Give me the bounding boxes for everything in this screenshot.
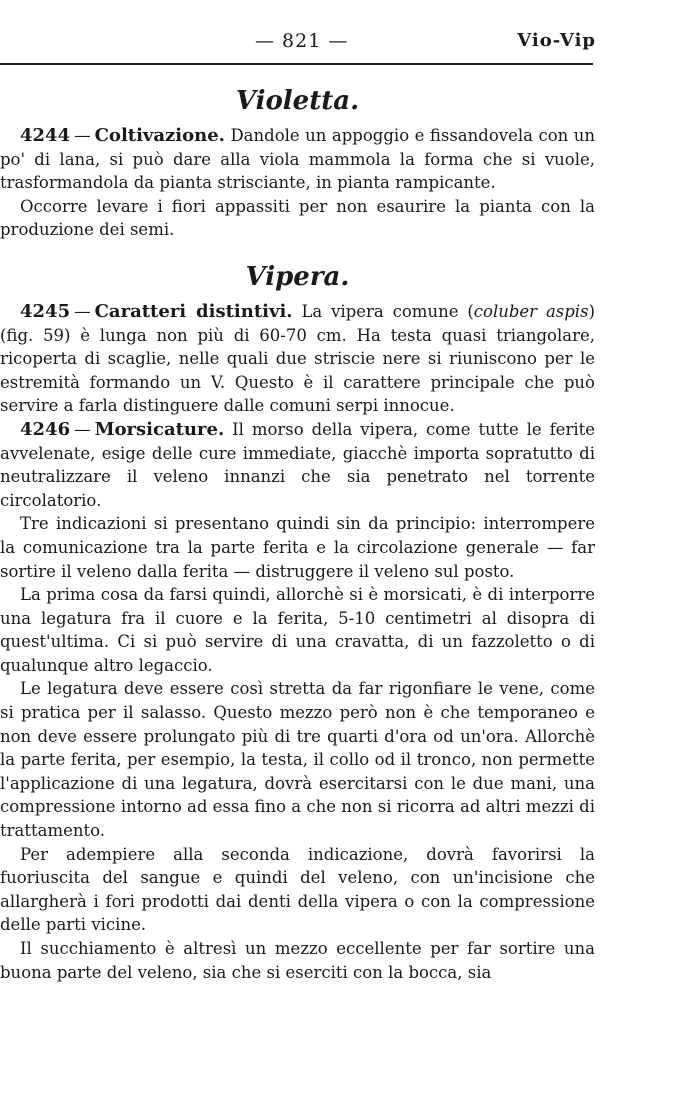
page-header: [0, 30, 700, 58]
entry-title: Coltivazione.: [94, 125, 225, 146]
section-title-violetta: Violetta.: [235, 86, 360, 116]
header-rule: [0, 63, 593, 65]
paragraph-text: ) (fig. 59) è lunga non più di 60-70 cm. Ha testa quasi triangolare, ricoperta di scaglie, nelle quali due striscie nere si riuniscono per le estremità formando un V. Questo è il carattere principale che può servire a farla distinguere dalle comuni serpi innocue.: [0, 301, 595, 416]
entry-4245: [0, 300, 595, 418]
section-title-vipera: Vipera.: [245, 261, 350, 292]
entry-4246: [0, 418, 595, 512]
paragraph: Il succhiamento è altresì un mezzo eccellente per far sortire una buona parte del veleno, sia che si eserciti con la bocca, sia: [0, 939, 595, 982]
entry-number: 4244: [20, 125, 71, 146]
paragraph-text: Il morso della vipera, come tutte le ferite avvelenate, esige delle cure immediate, giacchè importa sopratutto di neutralizzare il veleno innanzi che sia penetrato nel torrente circolatorio.: [0, 419, 595, 510]
page-number: — 821 —: [255, 30, 349, 52]
paragraph-text: Dandole un appoggio e fissandovela con un po' di lana, si può dare alla viola mammola la forma che si vuole, trasformandola da pianta strisciante, in pianta rampicante.: [0, 126, 596, 193]
entry-4244: [0, 124, 595, 195]
running-head: Vio-Vip: [517, 30, 596, 51]
paragraph: Tre indicazioni si presentano quindi sin da principio: interrompere la comunicazione tra la parte ferita e la circolazione generale — far sortire il veleno dalla ferita — distruggere il veleno sul posto.: [0, 514, 595, 581]
entry-number: 4245: [20, 300, 71, 322]
entry-number: 4246: [20, 418, 71, 440]
entry-dash: —: [74, 419, 91, 439]
paragraph: Occorre levare i fiori appassiti per non esaurire la pianta con la produzione dei semi.: [0, 196, 595, 240]
entry-title: Morsicature.: [94, 418, 225, 440]
paragraph: La prima cosa da farsi quindi, allorchè si è morsicati, è di interporre una legatura fra il cuore e la ferita, 5-10 centimetri al disopra di quest'ultima. Ci si può servire di una cravatta, di un fazzoletto o di qualunque altro legaccio.: [0, 585, 595, 675]
entry-dash: —: [74, 301, 91, 321]
entry-title: Caratteri distintivi.: [94, 300, 293, 322]
entry-dash: —: [74, 126, 91, 145]
paragraph: Le legatura deve essere così stretta da far rigonfiare le vene, come si pratica per il salasso. Questo mezzo però non è che temporaneo e non deve essere prolungato più di tre quarti d'ora od un'ora. Allorchè la parte ferita, per esempio, la testa, il collo od il tronco, non permette l'applicazione di una legatura, dovrà esercitarsi con le due mani, una compressione intorno ad essa fino a che non si ricorra ad altri mezzi di trattamento.: [0, 679, 595, 841]
paragraph: Per adempiere alla seconda indicazione, dovrà favorirsi la fuoriuscita del sangue e quindi del veleno, con un'incisione che allargherà i fori prodotti dai denti della vipera o con la compressione delle parti vicine.: [0, 844, 595, 935]
page-body: [0, 84, 595, 984]
paragraph-text: La vipera comune (: [301, 301, 474, 321]
latin-name: coluber aspis: [473, 301, 589, 321]
